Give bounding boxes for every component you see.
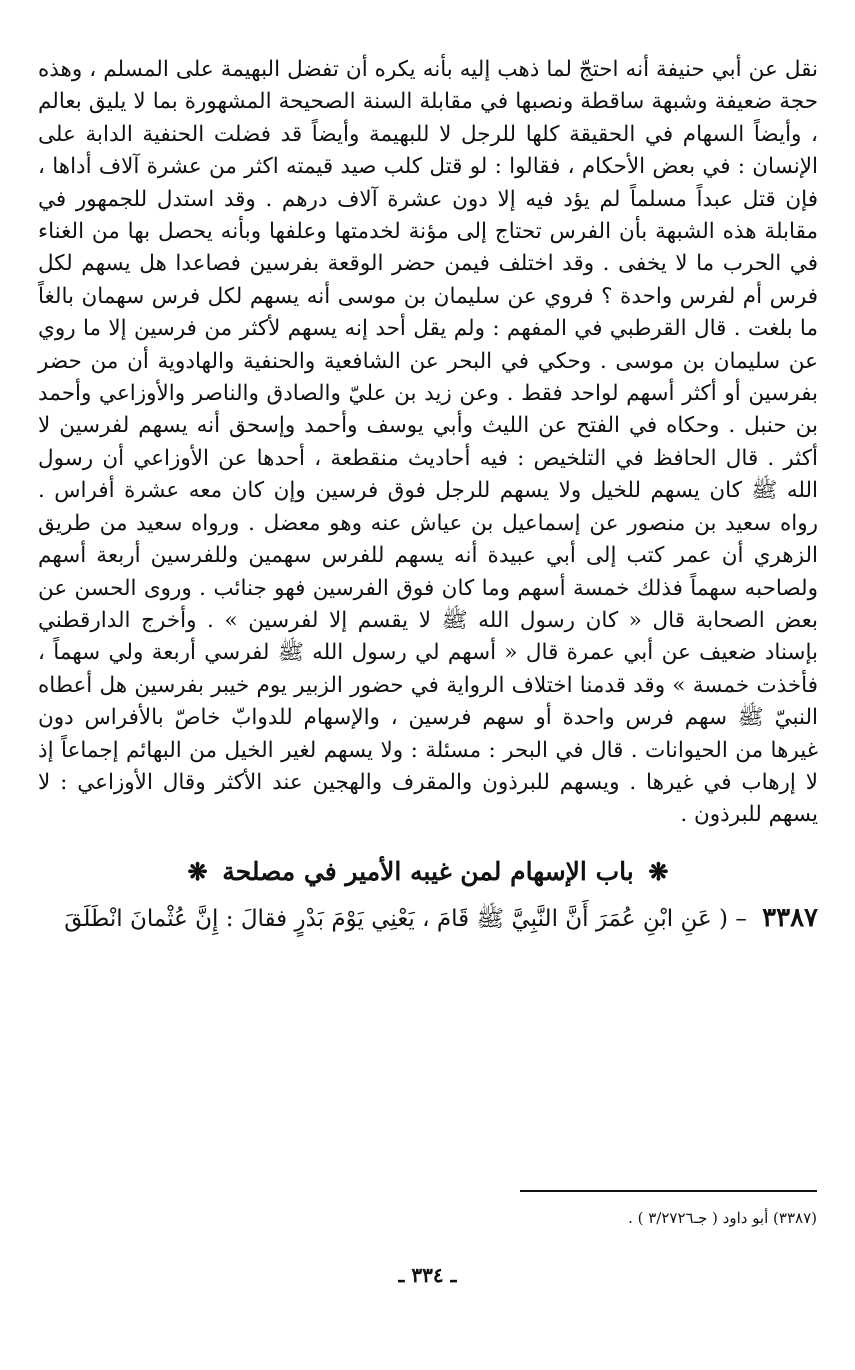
page-content [38,54,818,939]
body-paragraph: نقل عن أبي حنيفة أنه احتجّ لما ذهب إليه بأنه يكره أن تفضل البهيمة على المسلم ، وهذه حجة ضعيفة وشبهة ساقطة ونصبها في مقابلة السنة الصحيحة المشهورة بما لا يليق بعالم ، وأيضاً السهام في الحقيقة كلها للرجل لا للبهيمة وأيضاً قد فضلت الحنفية الدابة على الإنسان : في بعض الأحكام ، فقالوا : لو قتل كلب صيد قيمته اكثر من عشرة آلاف أداها ، فإن قتل عبداً مسلماً لم يؤد فيه إلا دون عشرة آلاف درهم . وقد استدل للجمهور في مقابلة هذه الشبهة بأن الفرس تحتاج إلى مؤنة لخدمتها وعلفها وبأنه يحصل بها من الغناء في الحرب ما لا يخفى . وقد اختلف فيمن حضر الوقعة بفرسين فصاعدا هل يسهم لكل فرس أم لفرس واحدة ؟ فروي عن سليمان بن موسى أنه يسهم لكل فرس سهمان بالغاً ما بلغت . قال القرطبي في المفهم : ولم يقل أحد إنه يسهم لأكثر من فرسين إلا ما روي عن سليمان بن موسى . وحكي في البحر عن الشافعية والحنفية والهادوية أن من حضر بفرسين أو أكثر أسهم لواحد فقط . وعن زيد بن عليّ والصادق والناصر والأوزاعي وأحمد بن حنبل . وحكاه في الفتح عن الليث وأبي يوسف وأحمد وإسحق أنه يسهم لفرسين لا أكثر . قال الحافظ في التلخيص : فيه أحاديث منقطعة ، أحدها عن الأوزاعي أن رسول الله ﷺ كان يسهم للخيل ولا يسهم للرجل فوق فرسين وإن كان معه عشرة أفراس . رواه سعيد بن منصور عن إسماعيل بن عياش عنه وهو معضل . ورواه سعيد من طريق الزهري أن عمر كتب إلى أبي عبيدة أنه يسهم للفرس سهمين وللفرسين أربعة أسهم ولصاحبه سهماً فذلك خمسة أسهم وما كان فوق الفرسين فهو جنائب . وروى الحسن عن بعض الصحابة قال « كان رسول الله ﷺ لا يقسم إلا لفرسين » . وأخرج الدارقطني بإسناد ضعيف عن أبي عمرة قال « أسهم لي رسول الله ﷺ لفرسي أربعة ولي سهماً ، فأخذت خمسة » وقد قدمنا اختلاف الرواية في حضور الزبير يوم خيبر بفرسين هل أعطاه النبيّ ﷺ سهم فرس واحدة أو سهم فرسين ، والإسهام للدوابّ خاصّ بالأفراس دون غيرها من الحيوانات . قال في البحر : مسئلة : ولا يسهم لغير الخيل من البهائم إجماعاً إذ لا إرهاب في غيرها . ويسهم للبرذون والمقرف والهجين عند الأكثر وقال الأوزاعي : لا يسهم للبرذون . [38,57,818,828]
ornament-star-icon: ❋ [648,856,669,886]
page-number: ـ ٣٣٤ ـ [398,1263,457,1287]
footnote: (٣٣٨٧) أبو داود ( جـ٣/٢٧٢٦ ) . [628,1209,817,1227]
hadith-text: – ( عَنِ ابْنِ عُمَرَ أَنَّ النَّبِيَّ ﷺ قَامَ ، يَعْنِي يَوْمَ بَدْرٍ فقالَ : إِنَّ عُثْمانَ انْطَلَقَ [64,905,747,932]
section-heading [38,852,818,892]
section-title: باب الإسهام لمن غيبه الأمير في مصلحة [222,856,634,886]
hadith-number: ٣٣٨٧ [762,902,818,933]
footnote-divider [520,1190,817,1192]
hadith-line [38,898,818,939]
ornament-star-icon: ❋ [187,856,208,886]
